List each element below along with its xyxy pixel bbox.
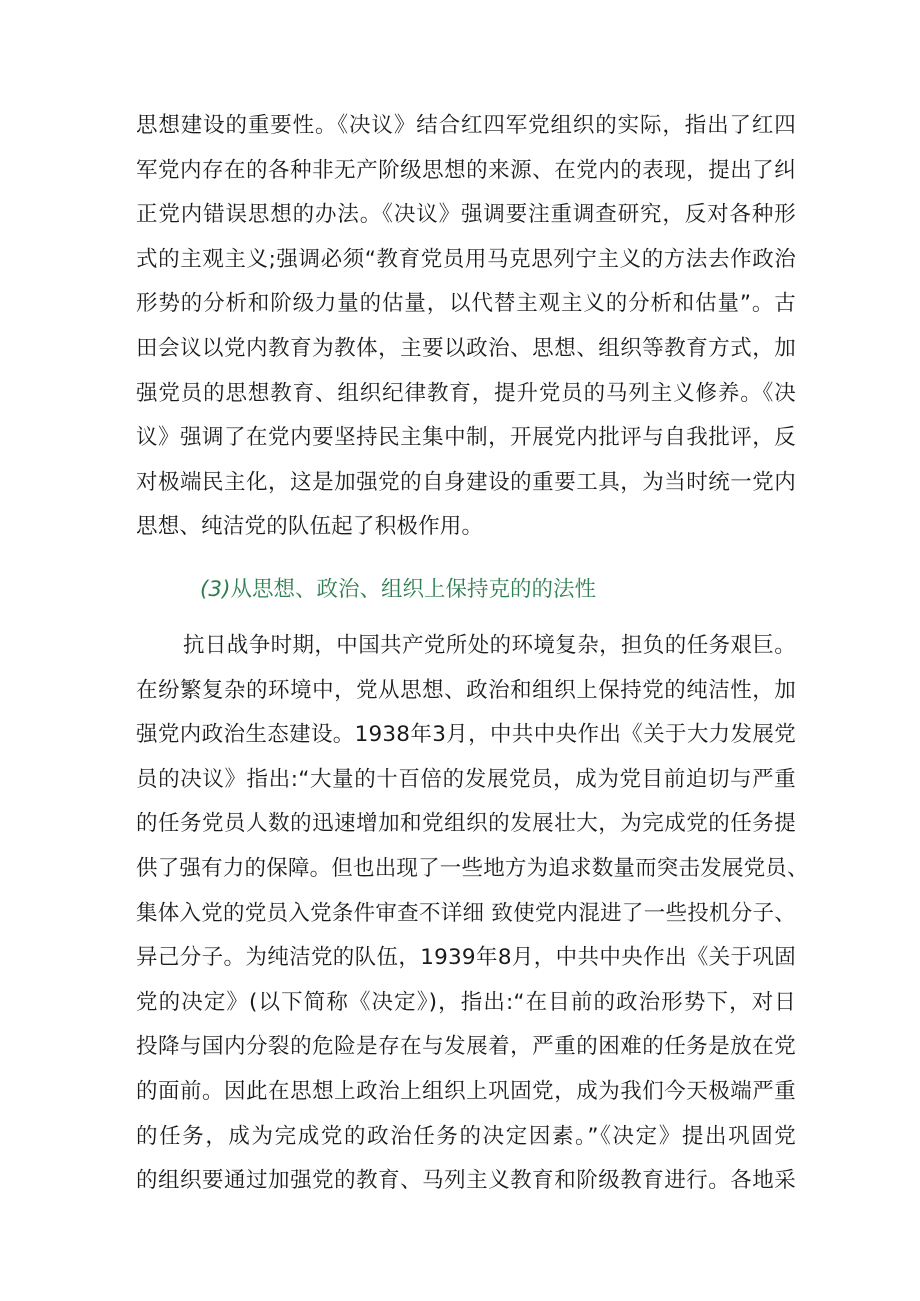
text-line: 抗日战争时期，中国共产党所处的环境复杂，担负的任务艰巨。 bbox=[183, 633, 796, 658]
text-line: 的任务党员人数的迅速增加和党组织的发展壮大，为完成党的任务提 bbox=[136, 811, 796, 837]
section-number: (3) bbox=[200, 577, 231, 602]
text-line: 军党内存在的各种非无产阶级思想的来源、在党内的表现，提出了纠 bbox=[136, 157, 796, 183]
text-line: 议》强调了在党内要坚持民主集中制，开展党内批评与自我批评，反 bbox=[136, 425, 796, 451]
text-line: 的面前。因此在思想上政治上组织上巩固党，成为我们今天极端严重 bbox=[136, 1078, 796, 1104]
text-line: 思想建设的重要性。《决议》结合红四军党组织的实际，指出了红四 bbox=[136, 113, 796, 138]
text-line: 形势的分析和阶级力量的估量，以代替主观主义的分析和估量”。古 bbox=[136, 291, 796, 317]
text-line: 集体入党的党员入党条件审查不详细 致使党内混进了一些投机分子、 bbox=[136, 900, 796, 926]
text-line: 强党员的思想教育、组织纪律教育，提升党员的马列主义修养。《决 bbox=[136, 380, 796, 406]
text-line: 式的主观主义;强调必须“教育党员用马克思列宁主义的方法去作政治 bbox=[136, 246, 796, 272]
paragraph-decision-summary bbox=[136, 104, 796, 550]
text-line: 投降与国内分裂的危险是存在与发展着，严重的困难的任务是放在党 bbox=[136, 1034, 796, 1060]
text-line: 田会议以党内教育为教体，主要以政治、思想、组织等教育方式，加 bbox=[136, 335, 796, 361]
text-line: 强党内政治生态建设。1938年3月，中共中央作出《关于大力发展党 bbox=[136, 722, 796, 748]
text-line: 正党内错误思想的办法。《决议》强调要注重调查研究，反对各种形 bbox=[136, 202, 796, 228]
text-line: 在纷繁复杂的环境中，党从思想、政治和组织上保持党的纯洁性，加 bbox=[136, 677, 796, 703]
text-line: 异己分子。为纯洁党的队伍，1939年8月，中共中央作出《关于巩固 bbox=[136, 945, 796, 971]
section-heading bbox=[200, 568, 596, 612]
paragraph-anti-japanese-war bbox=[136, 624, 809, 1204]
text-line: 思想、纯洁党的队伍起了积极作用。 bbox=[136, 514, 484, 540]
text-line: 供了强有力的保障。但也出现了一些地方为追求数量而突击发展党员、 bbox=[136, 855, 809, 881]
text-line: 对极端民主化，这是加强党的自身建设的重要工具，为当时统一党内 bbox=[136, 469, 796, 495]
text-line: 党的决定》(以下简称《决定》)，指出:“在目前的政治形势下，对日 bbox=[136, 989, 796, 1015]
text-line: 的组织要通过加强党的教育、马列主义教育和阶级教育进行。各地采 bbox=[136, 1168, 796, 1194]
section-title: 从思想、政治、组织上保持克的的法性 bbox=[230, 577, 596, 602]
text-line: 员的决议》指出:“大量的十百倍的发展党员，成为党目前迫切与严重 bbox=[136, 766, 796, 792]
text-line: 的任务，成为完成党的政治任务的决定因素。”《决定》提出巩固党 bbox=[136, 1123, 796, 1149]
